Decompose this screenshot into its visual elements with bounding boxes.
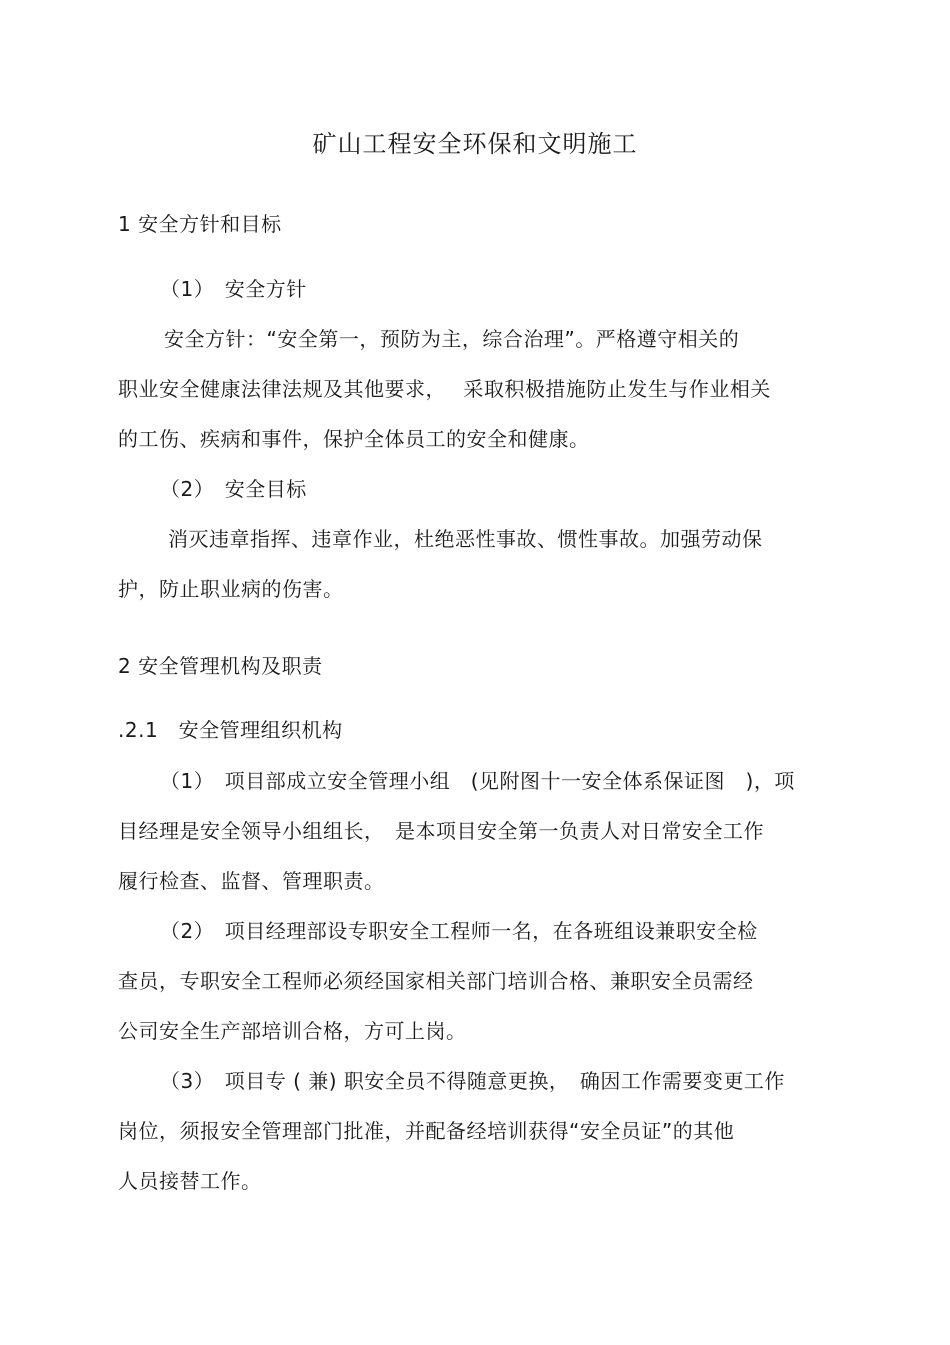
document-title: 矿山工程安全环保和文明施工 <box>312 130 638 158</box>
subsection-heading: .2.1 安全管理组织机构 <box>118 718 343 742</box>
paragraph-line: 查员，专职安全工程师必须经国家相关部门培训合格、兼职安全员需经 <box>118 969 754 993</box>
paragraph-line: 目经理是安全领导小组组长， 是本项目安全第一负责人对日常安全工作 <box>118 819 764 843</box>
paragraph-line: （2） 项目经理部设专职安全工程师一名，在各班组设兼职安全检 <box>160 919 758 943</box>
paragraph-line: （1） 项目部成立安全管理小组 (见附图十一安全体系保证图 )，项 <box>160 769 795 793</box>
subheading-policy: （1） 安全方针 <box>160 277 307 301</box>
subheading-goal: （2） 安全目标 <box>160 477 307 501</box>
paragraph-line: 人员接替工作。 <box>118 1169 262 1193</box>
paragraph-line: （3） 项目专 ( 兼) 职安全员不得随意更换， 确因工作需要变更工作 <box>160 1069 785 1093</box>
paragraph-line: 岗位，须报安全管理部门批准，并配备经培训获得“安全员证”的其他 <box>118 1119 735 1143</box>
section-heading-1: 1 安全方针和目标 <box>118 212 282 236</box>
paragraph-line: 的工伤、疾病和事件，保护全体员工的安全和健康。 <box>118 427 590 451</box>
section-heading-2: 2 安全管理机构及职责 <box>118 654 323 678</box>
paragraph-line: 安全方针：“安全第一，预防为主，综合治理”。严格遵守相关的 <box>164 327 740 351</box>
paragraph-line: 公司安全生产部培训合格，方可上岗。 <box>118 1019 467 1043</box>
paragraph-line: 职业安全健康法律法规及其他要求， 采取积极措施防止发生与作业相关 <box>118 377 771 401</box>
paragraph-line: 履行检查、监督、管理职责。 <box>118 869 385 893</box>
paragraph-line: 护，防止职业病的伤害。 <box>118 577 344 601</box>
paragraph-line: 消灭违章指挥、违章作业，杜绝恶性事故、惯性事故。加强劳动保 <box>168 527 763 551</box>
